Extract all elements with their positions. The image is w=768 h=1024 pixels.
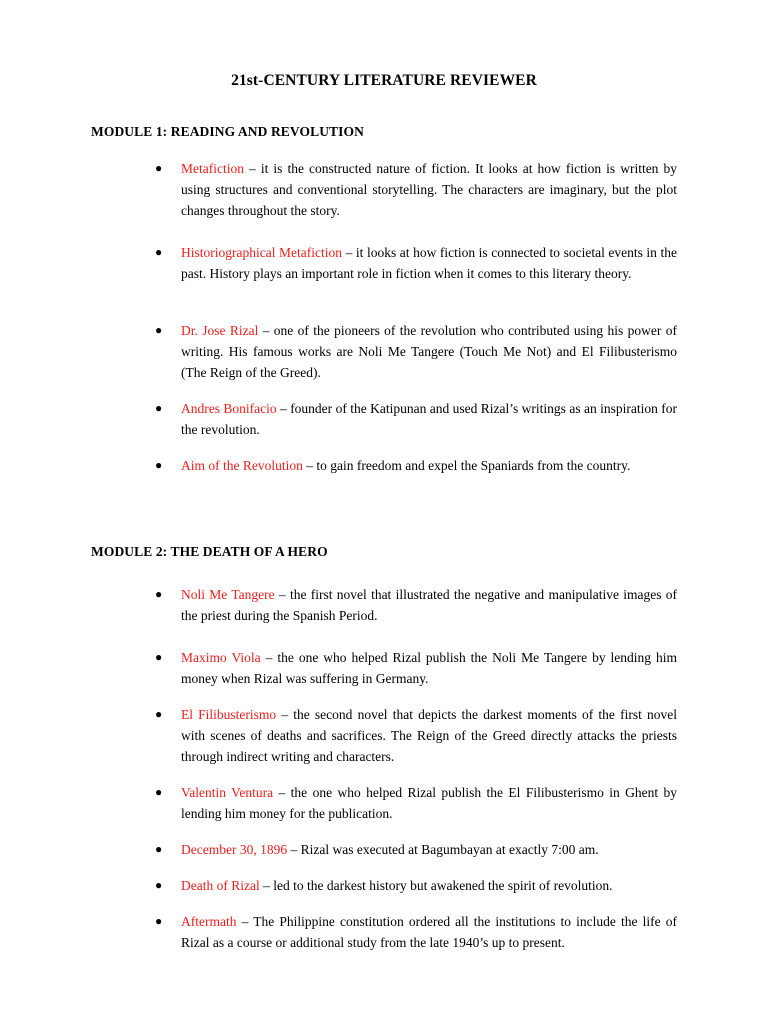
term-definition: – it is the constructed nature of fiction. It looks at how fiction is written by using structures and conventional storytelling. The characters are imaginary, but the plot changes throughout the story. xyxy=(181,161,677,218)
list-item-jose-rizal xyxy=(155,320,677,383)
list-item-text xyxy=(181,584,677,626)
list-item-text xyxy=(181,242,677,284)
bullet-icon: ● xyxy=(155,707,163,721)
term-definition: – The Philippine constitution ordered all the institutions to include the life of Rizal as a course or additional study from the late 1940’s up to present. xyxy=(181,914,677,950)
list-item-text xyxy=(181,839,677,860)
bullet-icon: ● xyxy=(155,323,163,337)
list-item-noli-me-tangere xyxy=(155,584,677,626)
term-definition: – to gain freedom and expel the Spaniards from the country. xyxy=(302,458,631,473)
list-item-text xyxy=(181,158,677,221)
bullet-icon: ● xyxy=(155,161,163,175)
list-item-text xyxy=(181,704,677,767)
term-definition: – Rizal was executed at Bagumbayan at exactly 7:00 am. xyxy=(287,842,599,857)
list-item-aim-of-revolution xyxy=(155,455,677,476)
term-label: Valentin Ventura xyxy=(181,785,274,800)
bullet-icon: ● xyxy=(155,587,163,601)
term-label: December 30, 1896 xyxy=(181,842,288,857)
term-definition: – the one who helped Rizal publish the Noli Me Tangere by lending him money when Rizal was suffering in Germany. xyxy=(181,650,678,686)
term-definition: – it looks at how fiction is connected to societal events in the past. History plays an important role in fiction when it comes to this literary theory. xyxy=(181,245,677,281)
term-definition: – the one who helped Rizal publish the El Filibusterismo in Ghent by lending him money for the publication. xyxy=(181,785,678,821)
term-label: Aftermath xyxy=(181,914,237,929)
list-item-text xyxy=(181,647,677,689)
term-definition: – the second novel that depicts the darkest moments of the first novel with scenes of deaths and sacrifices. The Reign of the Greed directly attacks the priests through indirect writing and characters. xyxy=(181,707,677,764)
list-item-death-of-rizal xyxy=(155,875,677,896)
list-item-aftermath xyxy=(155,911,677,953)
term-label: Historiographical Metafiction xyxy=(181,245,343,260)
list-item-text xyxy=(181,911,677,953)
term-label: Maximo Viola xyxy=(181,650,261,665)
term-definition: – founder of the Katipunan and used Rizal’s writings as an inspiration for the revolution. xyxy=(181,401,677,437)
term-label: El Filibusterismo xyxy=(181,707,277,722)
bullet-icon: ● xyxy=(155,650,163,664)
term-label: Metafiction xyxy=(181,161,244,176)
bullet-icon: ● xyxy=(155,401,163,415)
bullet-icon: ● xyxy=(155,458,163,472)
list-item-text xyxy=(181,875,677,896)
list-item-text xyxy=(181,320,677,383)
list-item-el-filibusterismo xyxy=(155,704,677,767)
term-label: Noli Me Tangere xyxy=(181,587,275,602)
list-item-metafiction xyxy=(155,158,677,221)
term-label: Aim of the Revolution xyxy=(181,458,303,473)
term-definition: – the first novel that illustrated the negative and manipulative images of the priest during the Spanish Period. xyxy=(181,587,678,623)
module-1-heading: MODULE 1: READING AND REVOLUTION xyxy=(91,124,364,139)
list-item-text xyxy=(181,398,677,440)
list-item-valentin-ventura xyxy=(155,782,677,824)
bullet-icon: ● xyxy=(155,914,163,928)
term-label: Death of Rizal xyxy=(181,878,260,893)
list-item-text xyxy=(181,782,677,824)
list-item-execution-date xyxy=(155,839,677,860)
term-label: Andres Bonifacio xyxy=(181,401,277,416)
document-title: 21st-CENTURY LITERATURE REVIEWER xyxy=(231,72,537,89)
term-label: Dr. Jose Rizal xyxy=(181,323,259,338)
bullet-icon: ● xyxy=(155,842,163,856)
module-2-heading: MODULE 2: THE DEATH OF A HERO xyxy=(91,544,328,559)
bullet-icon: ● xyxy=(155,878,163,892)
list-item-historiographical-metafiction xyxy=(155,242,677,284)
term-definition: – led to the darkest history but awakened the spirit of revolution. xyxy=(259,878,613,893)
list-item-maximo-viola xyxy=(155,647,677,689)
bullet-icon: ● xyxy=(155,245,163,259)
list-item-text xyxy=(181,455,677,476)
list-item-andres-bonifacio xyxy=(155,398,677,440)
term-definition: – one of the pioneers of the revolution who contributed using his power of writing. His famous works are Noli Me Tangere (Touch Me Not) and El Filibusterismo (The Reign of the Greed). xyxy=(181,323,677,380)
bullet-icon: ● xyxy=(155,785,163,799)
